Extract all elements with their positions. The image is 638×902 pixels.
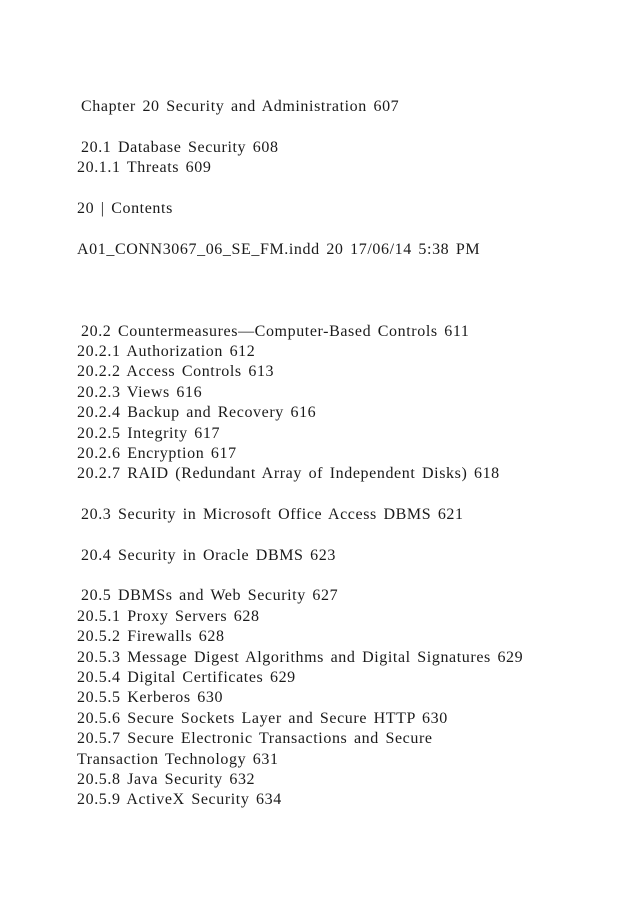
toc-subsection-20-1-1: 20.1.1 Threats 609 (77, 159, 212, 176)
chapter-heading: Chapter 20 Security and Administration 607 (81, 98, 400, 115)
toc-section-20-5: 20.5 DBMSs and Web Security 627 (81, 587, 339, 604)
toc-subsection-20-2-5: 20.2.5 Integrity 617 (77, 425, 221, 442)
toc-subsection-20-5-8: 20.5.8 Java Security 632 (77, 771, 256, 788)
running-head: 20 | Contents (77, 200, 173, 217)
toc-subsection-20-2-4: 20.2.4 Backup and Recovery 616 (77, 404, 317, 421)
toc-subsection-20-5-4: 20.5.4 Digital Certificates 629 (77, 669, 296, 686)
toc-subsection-20-2-2: 20.2.2 Access Controls 613 (77, 363, 275, 380)
toc-subsection-20-2-1: 20.2.1 Authorization 612 (77, 343, 256, 360)
toc-subsection-20-2-7: 20.2.7 RAID (Redundant Array of Independent Disks) 618 (77, 465, 500, 482)
toc-subsection-20-5-7-continued: Transaction Technology 631 (77, 751, 279, 768)
toc-subsection-20-5-7: 20.5.7 Secure Electronic Transactions and Secure (77, 730, 433, 747)
toc-subsection-20-2-3: 20.2.3 Views 616 (77, 384, 203, 401)
toc-section-20-3: 20.3 Security in Microsoft Office Access DBMS 621 (81, 506, 464, 523)
file-slug: A01_CONN3067_06_SE_FM.indd 20 17/06/14 5:38 PM (77, 241, 481, 258)
toc-subsection-20-5-1: 20.5.1 Proxy Servers 628 (77, 608, 260, 625)
toc-subsection-20-5-5: 20.5.5 Kerberos 630 (77, 689, 224, 706)
toc-section-20-4: 20.4 Security in Oracle DBMS 623 (81, 547, 336, 564)
toc-subsection-20-5-2: 20.5.2 Firewalls 628 (77, 628, 225, 645)
toc-section-20-1: 20.1 Database Security 608 (81, 139, 279, 156)
toc-subsection-20-5-9: 20.5.9 ActiveX Security 634 (77, 791, 282, 808)
toc-section-20-2: 20.2 Countermeasures—Computer-Based Controls 611 (81, 323, 470, 340)
toc-subsection-20-5-6: 20.5.6 Secure Sockets Layer and Secure HTTP 630 (77, 710, 448, 727)
toc-subsection-20-2-6: 20.2.6 Encryption 617 (77, 445, 237, 462)
toc-subsection-20-5-3: 20.5.3 Message Digest Algorithms and Digital Signatures 629 (77, 649, 524, 666)
